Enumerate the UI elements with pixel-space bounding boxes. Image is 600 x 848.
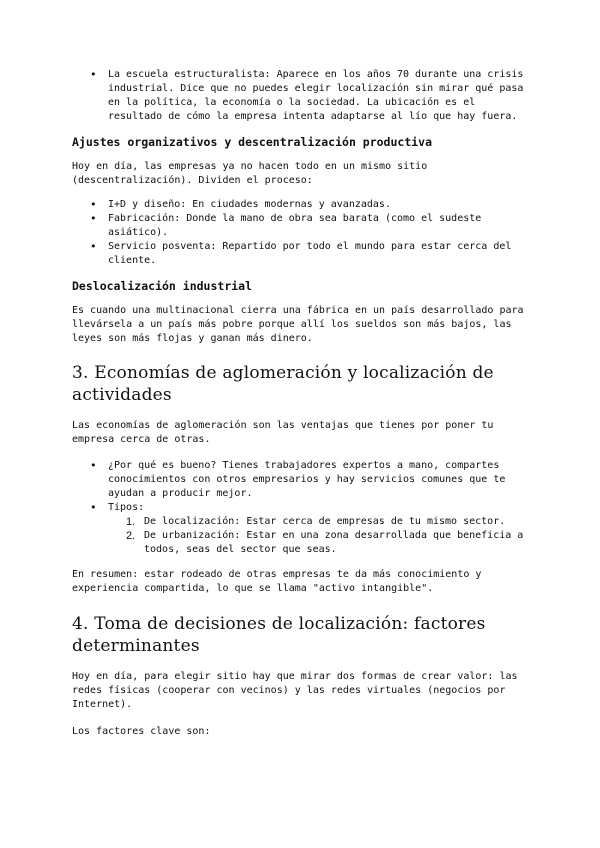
list-item-estructuralista [72,68,528,124]
list-item-porque [72,459,528,501]
list-item-text: I+D y diseño: En ciudades modernas y avanzadas. [108,199,391,210]
paragraph-deslocalizacion: Es cuando una multinacional cierra una fábrica en un país desarrollado para llevársela a un país más pobre porque allí los sueldos son más bajos, las leyes son más flojas y ganan más dinero. [72,305,524,344]
paragraph-aglomeracion-intro: Las economías de aglomeración son las ventajas que tienes por poner tu empresa cerca de otras. [72,420,494,445]
list-item-text: Servicio posventa: Repartido por todo el mundo para estar cerca del cliente. [108,241,512,266]
list-item-posventa [72,240,528,268]
process-list [72,198,528,268]
subheading-deslocalizacion: Deslocalización industrial [72,279,253,293]
list-item-text: De localización: Estar cerca de empresas de tu mismo sector. [144,516,506,527]
aglomeracion-list [72,459,528,515]
section-heading-4: 4. Toma de decisiones de localización: factores determinantes [72,614,486,656]
list-number: 2. [126,530,136,542]
list-item-text: De urbanización: Estar en una zona desarrollada que beneficia a todos, seas del sector que seas. [144,530,524,555]
section-heading-3: 3. Economías de aglomeración y localización de actividades [72,363,494,405]
school-list [72,68,528,124]
paragraph-ajustes-intro: Hoy en día, las empresas ya no hacen todo en un mismo sitio (descentralización). Dividen el proceso: [72,161,428,186]
list-item-id [72,198,528,212]
paragraph-valor: Hoy en día, para elegir sitio hay que mirar dos formas de crear valor: las redes físicas (cooperar con vecinos) y las redes virtuales (negocios por Internet). [72,671,518,710]
tipos-list [72,515,528,557]
list-item-text: La escuela estructuralista: Aparece en los años 70 durante una crisis industrial. Dice que no puedes elegir localización sin mirar qué pasa en la política, la economía o la sociedad. La ubicación es el resultado de cómo la empresa intenta adaptarse al lío que hay fuera. [108,69,524,122]
paragraph-factores: Los factores clave son: [72,726,211,737]
paragraph-resumen: En resumen: estar rodeado de otras empresas te da más conocimiento y experiencia compartida, lo que se llama "activo intangible". [72,569,482,594]
list-item-text: Fabricación: Donde la mano de obra sea barata (como el sudeste asiático). [108,213,482,238]
list-item-fabricacion [72,212,528,240]
numbered-item-localizacion [72,515,528,529]
list-item-text: ¿Por qué es bueno? Tienes trabajadores expertos a mano, compartes conocimientos con otros empresarios y hay servicios comunes que te ayudan a producir mejor. [108,460,506,499]
list-item-text: Tipos: [108,502,145,513]
list-item-tipos [72,501,528,515]
list-number: 1. [126,516,136,528]
subheading-ajustes: Ajustes organizativos y descentralización productiva [72,135,433,149]
numbered-item-urbanizacion [72,529,528,557]
